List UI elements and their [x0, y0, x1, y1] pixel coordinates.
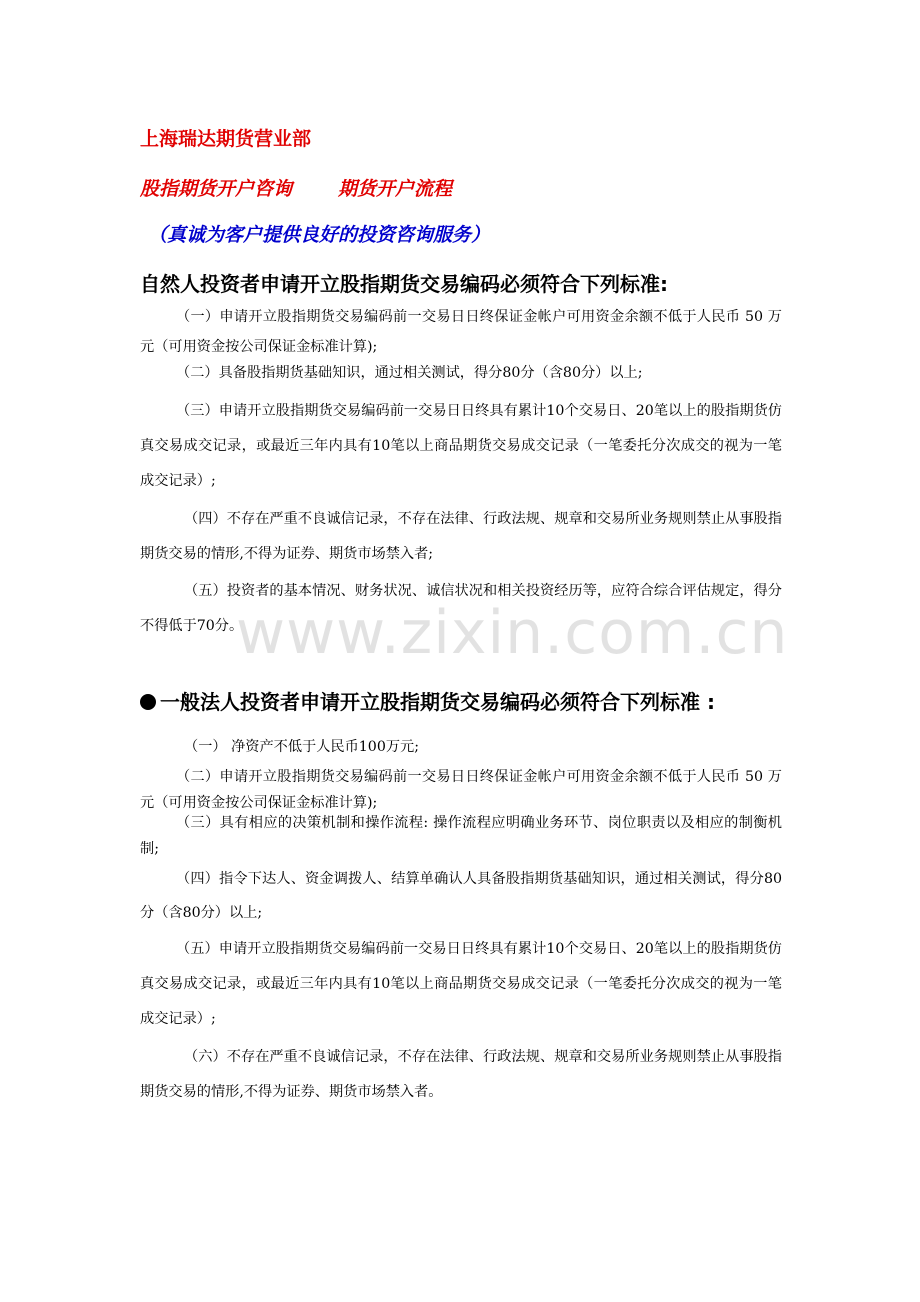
legal-person-item-2: （二）申请开立股指期货交易编码前一交易日日终保证金帐户可用资金余额不低于人民币 50 万元（可用资金按公司保证金标准计算);: [140, 769, 782, 811]
legal-person-title: 一般法人投资者申请开立股指期货交易编码必须符合下列标准 :: [160, 690, 715, 714]
slogan: （真诚为客户提供良好的投资咨询服务）: [148, 224, 491, 246]
natural-person-item-1: （一）申请开立股指期货交易编码前一交易日日终保证金帐户可用资金余额不低于人民币 50 万元（可用资金按公司保证金标准计算);: [140, 309, 782, 355]
natural-person-item-4: （四）不存在严重不良诚信记录，不存在法律、行政法规、规章和交易所业务规则禁止从事股指期货交易的情形,不得为证券、期货市场禁入者;: [140, 511, 782, 562]
legal-person-item-5: （五）申请开立股指期货交易编码前一交易日日终具有累计10个交易日、20笔以上的股指期货仿真交易成交记录，或最近三年内具有10笔以上商品期货交易成交记录（一笔委托分次成交的视为一笔成交记录）;: [140, 941, 782, 1027]
header-line-2: [140, 174, 452, 201]
legal-person-item-3: （三）具有相应的决策机制和操作流程: 操作流程应明确业务环节、岗位职责以及相应的制衡机制;: [140, 815, 782, 857]
bullet-icon: [140, 694, 156, 710]
watermark: www.zixin.com.cn: [236, 598, 789, 668]
legal-person-item-4: （四）指令下达人、资金调拨人、结算单确认人具备股指期货基础知识，通过相关测试，得分80分（含80分）以上;: [140, 871, 782, 921]
futures-account-consulting: 股指期货开户咨询: [140, 178, 293, 200]
legal-person-title-row: [140, 686, 715, 715]
natural-person-item-5: （五）投资者的基本情况、财务状况、诚信状况和相关投资经历等，应符合综合评估规定，得分不得低于70分。: [140, 583, 782, 634]
company-name: 上海瑞达期货营业部: [140, 128, 312, 150]
legal-person-item-1: （一） 净资产不低于人民币100万元;: [184, 739, 419, 755]
account-opening-process: 期货开户流程: [338, 178, 453, 200]
legal-person-item-6: （六）不存在严重不良诚信记录，不存在法律、行政法规、规章和交易所业务规则禁止从事股指期货交易的情形,不得为证券、期货市场禁入者。: [140, 1049, 782, 1100]
natural-person-item-2: （二）具备股指期货基础知识，通过相关测试，得分80分（含80分）以上;: [176, 365, 643, 381]
natural-person-item-3: （三）申请开立股指期货交易编码前一交易日日终具有累计10个交易日、20笔以上的股指期货仿真交易成交记录，或最近三年内具有10笔以上商品期货交易成交记录（一笔委托分次成交的视为一笔成交记录）;: [140, 403, 782, 489]
natural-person-title: 自然人投资者申请开立股指期货交易编码必须符合下列标准:: [140, 272, 668, 296]
